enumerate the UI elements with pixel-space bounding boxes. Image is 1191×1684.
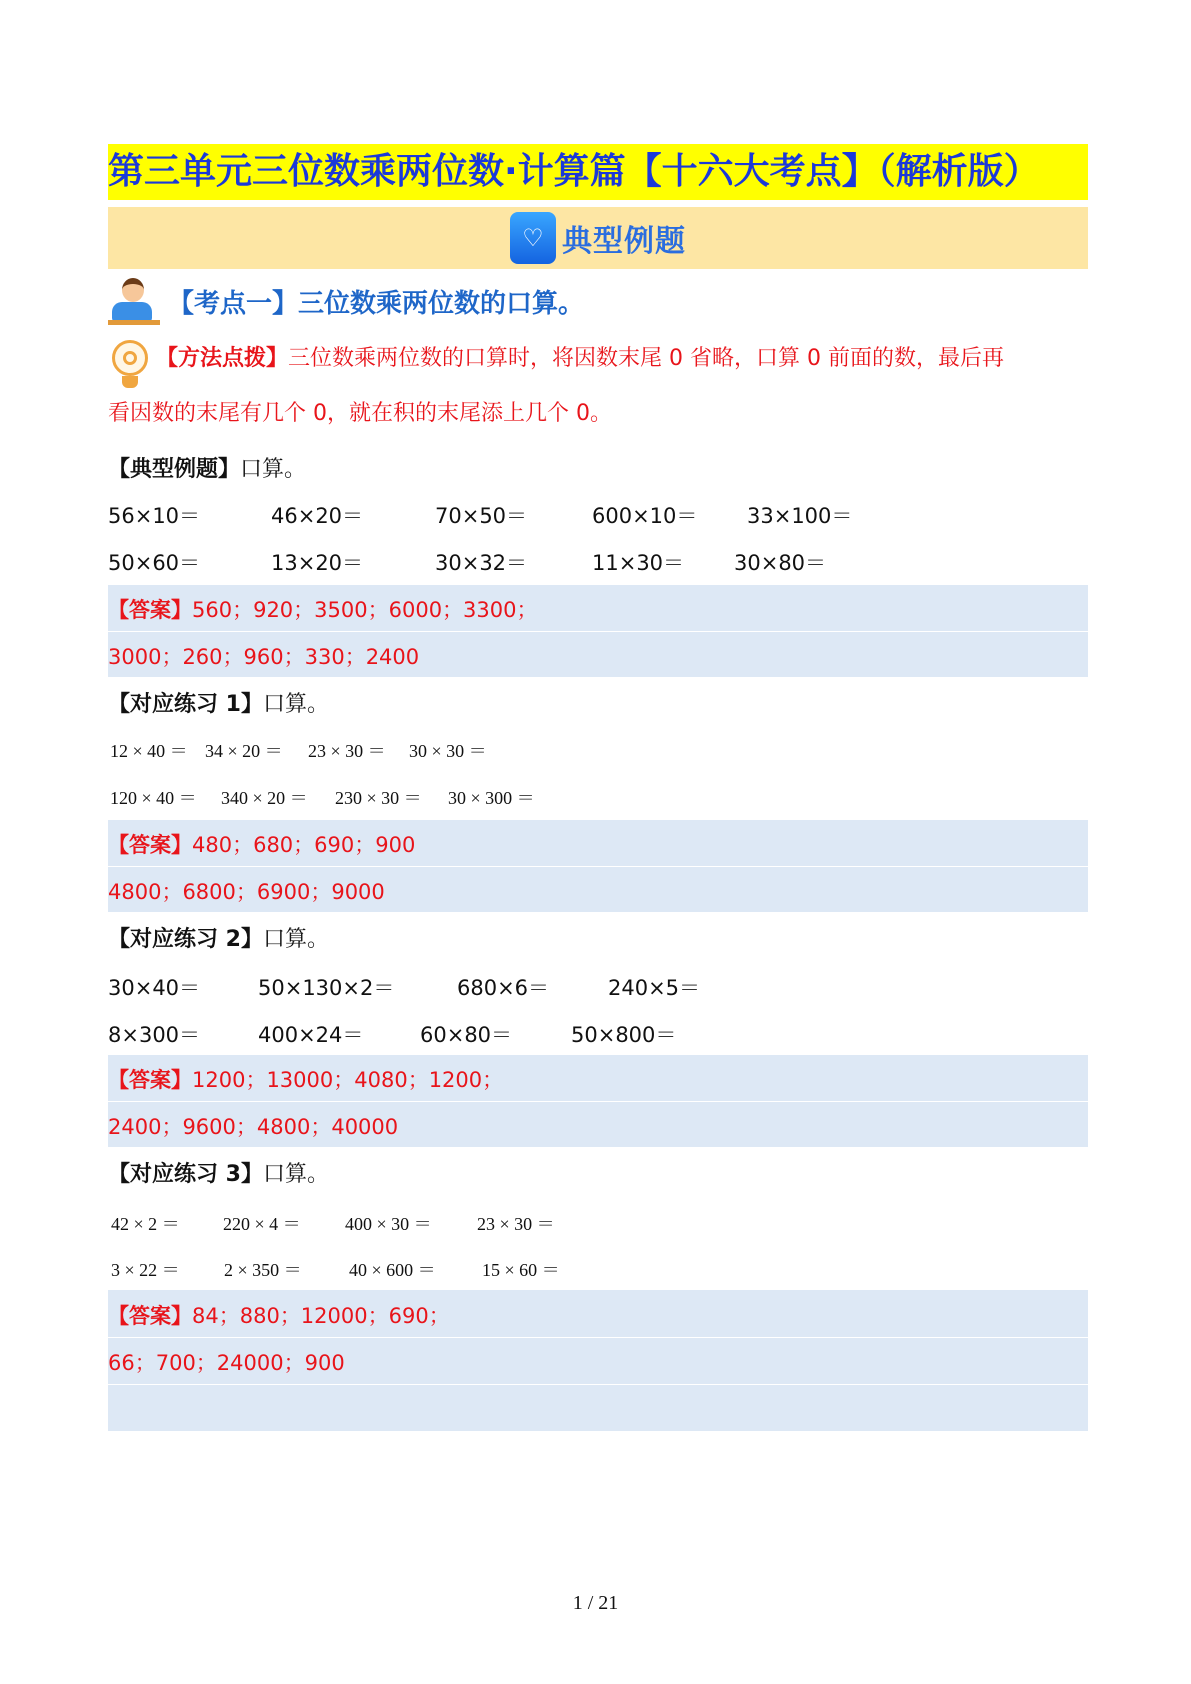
problem: 30×32＝ xyxy=(435,551,528,575)
page-number xyxy=(0,1592,1191,1615)
practice1-heading-label: 【对应练习 1】 xyxy=(108,692,263,717)
kaodian-text: 【考点一】三位数乘两位数的口算。 xyxy=(168,288,585,319)
problem: 120 × 40 ＝ xyxy=(110,788,197,808)
problem: 13×20＝ xyxy=(271,551,364,575)
method-text-line1: 三位数乘两位数的口算时，将因数末尾 0 省略，口算 0 前面的数，最后再 xyxy=(288,346,1004,371)
method-label: 【方法点拨】 xyxy=(156,346,289,371)
problem: 400 × 30 ＝ xyxy=(345,1214,432,1234)
practice1-problems-row1 xyxy=(110,737,487,763)
problem: 42 × 2 ＝ xyxy=(111,1214,180,1234)
page-separator: / xyxy=(587,1592,594,1614)
answer-line xyxy=(108,829,415,859)
answer-values: 480；680；690；900 xyxy=(192,833,416,857)
answer-label: 【答案】 xyxy=(108,1304,192,1328)
practice3-instruction: 口算。 xyxy=(262,1162,329,1187)
teacher-icon xyxy=(108,276,160,326)
problem: 56×10＝ xyxy=(108,504,201,528)
answer-line: 2400；9600；4800；40000 xyxy=(108,1115,399,1139)
problem: 2 × 350 ＝ xyxy=(224,1260,302,1280)
method-tip xyxy=(108,340,1004,390)
problem: 70×50＝ xyxy=(435,504,528,528)
problem: 50×60＝ xyxy=(108,551,201,575)
method-text xyxy=(156,334,1004,384)
example-heading-label: 【典型例题】 xyxy=(108,457,241,482)
problem: 15 × 60 ＝ xyxy=(482,1260,560,1280)
problem: 50×130×2＝ xyxy=(258,976,395,1000)
problem: 30 × 30 ＝ xyxy=(409,741,487,761)
problem: 33×100＝ xyxy=(747,504,853,528)
problem: 8×300＝ xyxy=(108,1023,201,1047)
answer-line xyxy=(108,1064,503,1094)
example-instruction: 口算。 xyxy=(240,457,307,482)
answer-line: 3000；260；960；330；2400 xyxy=(108,645,420,669)
answer-label: 【答案】 xyxy=(108,598,192,622)
practice1-instruction: 口算。 xyxy=(262,692,329,717)
total-pages: 21 xyxy=(598,1592,619,1614)
problem: 23 × 30 ＝ xyxy=(477,1214,555,1234)
problem: 220 × 4 ＝ xyxy=(223,1214,301,1234)
practice2-problems-row2 xyxy=(108,1019,676,1049)
problem: 600×10＝ xyxy=(592,504,698,528)
practice2-problems-row1 xyxy=(108,972,700,1002)
problem: 60×80＝ xyxy=(420,1023,513,1047)
problem: 340 × 20 ＝ xyxy=(221,788,308,808)
example-problems-row2 xyxy=(108,547,826,577)
problem: 400×24＝ xyxy=(258,1023,364,1047)
problem: 46×20＝ xyxy=(271,504,364,528)
lightbulb-icon xyxy=(108,340,152,390)
problem: 240×5＝ xyxy=(608,976,701,1000)
problem: 12 × 40 ＝ xyxy=(110,741,188,761)
problem: 30×40＝ xyxy=(108,976,201,1000)
problem: 23 × 30 ＝ xyxy=(308,741,386,761)
practice1-answer-box xyxy=(108,820,1088,912)
current-page: 1 xyxy=(572,1592,583,1614)
problem: 40 × 600 ＝ xyxy=(349,1260,436,1280)
problem: 50×800＝ xyxy=(571,1023,677,1047)
problem: 30 × 300 ＝ xyxy=(448,788,535,808)
answer-values: 1200；13000；4080；1200； xyxy=(192,1068,504,1092)
problem: 3 × 22 ＝ xyxy=(111,1260,180,1280)
practice3-heading-label: 【对应练习 3】 xyxy=(108,1162,263,1187)
answer-line xyxy=(108,1300,450,1330)
practice2-answer-box xyxy=(108,1055,1088,1147)
answer-line xyxy=(108,594,538,624)
problem: 34 × 20 ＝ xyxy=(205,741,283,761)
answer-line: 4800；6800；6900；9000 xyxy=(108,880,385,904)
problem: 230 × 30 ＝ xyxy=(335,788,422,808)
answer-values: 560；920；3500；6000；3300； xyxy=(192,598,538,622)
banner-label: 典型例题 xyxy=(562,224,686,259)
practice2-heading-label: 【对应练习 2】 xyxy=(108,927,263,952)
answer-values: 84；880；12000；690； xyxy=(192,1304,450,1328)
practice1-problems-row2 xyxy=(110,784,535,810)
practice2-heading xyxy=(108,922,329,953)
practice3-heading xyxy=(108,1157,329,1188)
answer-label: 【答案】 xyxy=(108,1068,192,1092)
example-heading xyxy=(108,452,306,483)
section-banner xyxy=(108,207,1088,269)
example-answer-box xyxy=(108,585,1088,677)
practice3-answer-box xyxy=(108,1290,1088,1431)
kaodian-heading xyxy=(108,276,584,326)
practice3-problems-row2 xyxy=(111,1256,560,1282)
heart-shield-icon: ♡ xyxy=(510,212,556,264)
practice2-instruction: 口算。 xyxy=(262,927,329,952)
example-problems-row1 xyxy=(108,500,852,530)
problem: 11×30＝ xyxy=(592,551,685,575)
practice1-heading xyxy=(108,687,329,718)
method-text-line2: 看因数的末尾有几个 0，就在积的末尾添上几个 0。 xyxy=(108,401,612,426)
problem: 680×6＝ xyxy=(457,976,550,1000)
answer-line: 66；700；24000；900 xyxy=(108,1351,345,1375)
practice3-problems-row1 xyxy=(111,1210,555,1236)
problem: 30×80＝ xyxy=(734,551,827,575)
page-title: 第三单元三位数乘两位数·计算篇【十六大考点】（解析版） xyxy=(108,144,1088,200)
answer-label: 【答案】 xyxy=(108,833,192,857)
